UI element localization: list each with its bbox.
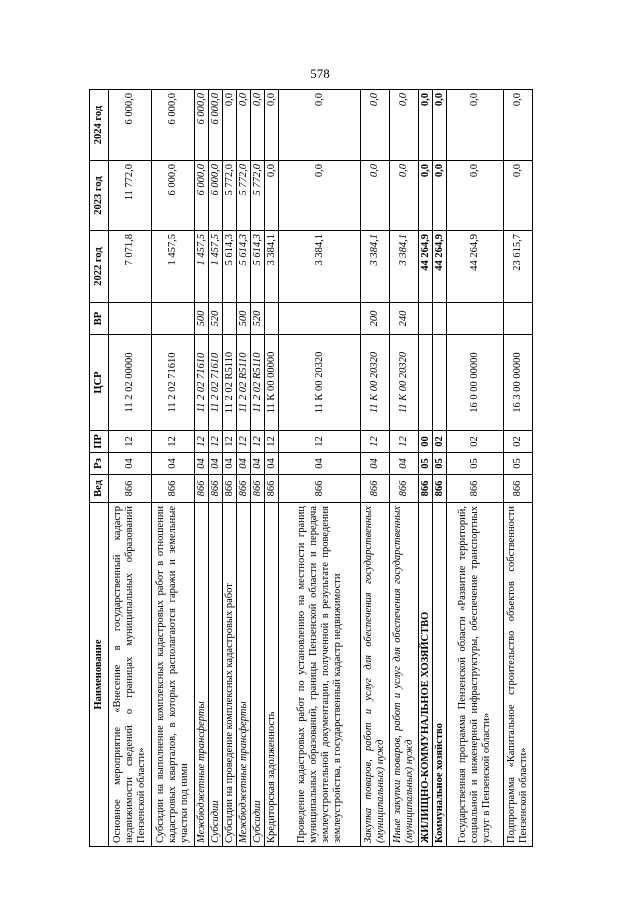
row-name-cell: Кредиторская задолженность [265,503,279,847]
row-csr-cell: 11 2 02 71610 [195,335,209,431]
row-ved-cell: 866 [251,475,265,503]
row-vr-cell: 520 [251,303,265,335]
row-name-cell: Субсидии [251,503,265,847]
row-rz-cell: 05 [504,453,533,475]
row-pr-cell: 00 [419,431,433,453]
page-number: 578 [310,66,330,81]
row-2022-cell: 44 264,9 [419,231,433,303]
row-ved-cell: 866 [223,475,237,503]
row-vr-cell [447,303,504,335]
row-2024-cell: 0,0 [447,90,504,161]
row-name-cell: Субсидии на выполнение комплексных кадастровых работ в отношении кадастровых кварталов, в которых располагаются гаражи и земельные участки под ними [152,503,195,847]
table-row [419,90,433,847]
row-2023-cell: 5 772,0 [237,161,251,231]
table-row [109,90,152,847]
row-vr-cell: 500 [237,303,251,335]
row-name-cell: Коммунальное хозяйство [433,503,447,847]
row-name-cell: ЖИЛИЩНО-КОММУНАЛЬНОЕ ХОЗЯЙСТВО [419,503,433,847]
row-csr-cell: 11 2 02 71610 [152,335,195,431]
row-2022-cell: 23 615,7 [504,231,533,303]
row-pr-cell: 12 [361,431,390,453]
row-ved-cell: 866 [152,475,195,503]
row-vr-cell: 520 [209,303,223,335]
header-vr: ВР [90,303,109,335]
table-body [109,90,533,847]
row-2022-cell: 5 614,3 [237,231,251,303]
row-rz-cell: 04 [251,453,265,475]
row-csr-cell: 11 2 02 R5110 [223,335,237,431]
row-name-cell: Государственная программа Пензенской области «Развитие территорий, социальной и инженерной инфраструктуры, обеспечение транспортных услуг в Пензенской области» [447,503,504,847]
row-2024-cell: 0,0 [279,90,361,161]
row-ved-cell: 866 [279,475,361,503]
row-2023-cell: 6 000,0 [209,161,223,231]
row-name-cell: Проведение кадастровых работ по установлению на местности границ муниципальных образований, границы Пензенской области и передача землеустроительной документации, полученной в результате проведения землеустройства, в государственный кадастр недвижимости [279,503,361,847]
row-pr-cell: 12 [279,431,361,453]
row-csr-cell: 11 К 00 00000 [265,335,279,431]
row-ved-cell: 866 [504,475,533,503]
row-2022-cell: 3 384,1 [265,231,279,303]
table-row [433,90,447,847]
row-2024-cell: 6 000,0 [209,90,223,161]
row-pr-cell: 12 [109,431,152,453]
row-ved-cell: 866 [237,475,251,503]
row-csr-cell: 11 2 02 R5110 [237,335,251,431]
row-rz-cell: 05 [419,453,433,475]
row-vr-cell [419,303,433,335]
row-csr-cell: 11 2 02 R5110 [251,335,265,431]
table-row [447,90,504,847]
row-2024-cell: 0,0 [251,90,265,161]
row-ved-cell: 866 [195,475,209,503]
row-ved-cell: 866 [419,475,433,503]
row-2022-cell: 3 384,1 [361,231,390,303]
row-2024-cell: 0,0 [223,90,237,161]
row-rz-cell: 04 [390,453,419,475]
row-2024-cell: 0,0 [419,90,433,161]
row-pr-cell: 02 [504,431,533,453]
table-row [361,90,390,847]
row-pr-cell: 12 [390,431,419,453]
row-vr-cell [433,303,447,335]
header-2024: 2024 год [90,90,109,161]
row-name-cell: Субсидии [209,503,223,847]
row-pr-cell: 12 [265,431,279,453]
row-name-cell: Подпрограмма «Капитальное строительство объектов собственности Пензенской области» [504,503,533,847]
header-rz: Рз [90,453,109,475]
row-2023-cell: 0,0 [433,161,447,231]
row-2023-cell: 0,0 [361,161,390,231]
row-2022-cell: 7 071,8 [109,231,152,303]
row-pr-cell: 02 [447,431,504,453]
table-row [504,90,533,847]
row-rz-cell: 05 [447,453,504,475]
row-2024-cell: 6 000,0 [109,90,152,161]
row-2024-cell: 0,0 [390,90,419,161]
row-vr-cell [109,303,152,335]
row-rz-cell: 05 [433,453,447,475]
row-pr-cell: 12 [152,431,195,453]
row-rz-cell: 04 [195,453,209,475]
row-name-cell: Закупка товаров, работ и услуг для обеспечения государственных (муниципальных) нужд [361,503,390,847]
row-rz-cell: 04 [237,453,251,475]
row-2024-cell: 0,0 [361,90,390,161]
row-rz-cell: 04 [361,453,390,475]
header-2022: 2022 год [90,231,109,303]
row-2023-cell: 0,0 [419,161,433,231]
row-name-cell: Основное мероприятие «Внесение в государственный кадастр недвижимости сведений о границах муниципальных образований Пензенской области» [109,503,152,847]
row-pr-cell: 12 [237,431,251,453]
row-vr-cell [265,303,279,335]
row-2023-cell: 6 000,0 [195,161,209,231]
row-2024-cell: 0,0 [237,90,251,161]
row-csr-cell: 11 К 00 20320 [361,335,390,431]
header-2023: 2023 год [90,161,109,231]
header-csr: ЦСР [90,335,109,431]
budget-table-rotated [89,90,539,847]
row-2024-cell: 6 000,0 [152,90,195,161]
row-2023-cell: 0,0 [265,161,279,231]
row-2023-cell: 0,0 [504,161,533,231]
row-2024-cell: 6 000,0 [195,90,209,161]
budget-table [89,89,533,847]
table-row [223,90,237,847]
row-name-cell: Субсидии на проведение комплексных кадастровых работ [223,503,237,847]
row-csr-cell [419,335,433,431]
row-rz-cell: 04 [265,453,279,475]
row-csr-cell: 16 0 00 00000 [447,335,504,431]
row-name-cell: Межбюджетные трансферты [195,503,209,847]
table-header-row [90,90,109,847]
row-2022-cell: 1 457,5 [209,231,223,303]
row-2023-cell: 6 000,0 [152,161,195,231]
row-csr-cell: 11 2 02 71610 [209,335,223,431]
row-ved-cell: 866 [390,475,419,503]
row-2022-cell: 1 457,5 [152,231,195,303]
header-name: Наименование [90,503,109,847]
row-2023-cell: 0,0 [279,161,361,231]
row-rz-cell: 04 [109,453,152,475]
row-pr-cell: 12 [195,431,209,453]
table-row [279,90,361,847]
row-name-cell: Иные закупки товаров, работ и услуг для обеспечения государственных (муниципальных) нужд [390,503,419,847]
row-2023-cell: 11 772,0 [109,161,152,231]
header-ved: Вед [90,475,109,503]
row-ved-cell: 866 [109,475,152,503]
row-pr-cell: 12 [209,431,223,453]
table-row [195,90,209,847]
row-vr-cell: 200 [361,303,390,335]
row-ved-cell: 866 [265,475,279,503]
row-pr-cell: 02 [433,431,447,453]
row-2022-cell: 3 384,1 [390,231,419,303]
row-csr-cell: 16 3 00 00000 [504,335,533,431]
row-rz-cell: 04 [279,453,361,475]
row-rz-cell: 04 [223,453,237,475]
row-2024-cell: 0,0 [433,90,447,161]
row-ved-cell: 866 [361,475,390,503]
row-ved-cell: 866 [447,475,504,503]
row-2023-cell: 0,0 [447,161,504,231]
row-2023-cell: 0,0 [390,161,419,231]
row-2022-cell: 5 614,3 [251,231,265,303]
table-row [390,90,419,847]
row-2023-cell: 5 772,0 [223,161,237,231]
row-pr-cell: 12 [251,431,265,453]
row-vr-cell [504,303,533,335]
row-ved-cell: 866 [433,475,447,503]
row-ved-cell: 866 [209,475,223,503]
row-vr-cell: 240 [390,303,419,335]
row-name-cell: Межбюджетные трансферты [237,503,251,847]
row-vr-cell [152,303,195,335]
table-row [251,90,265,847]
row-2022-cell: 5 614,3 [223,231,237,303]
row-2023-cell: 5 772,0 [251,161,265,231]
row-csr-cell: 11 2 02 00000 [109,335,152,431]
row-rz-cell: 04 [209,453,223,475]
table-row [209,90,223,847]
row-pr-cell: 12 [223,431,237,453]
row-vr-cell [279,303,361,335]
row-csr-cell [433,335,447,431]
row-2024-cell: 0,0 [265,90,279,161]
row-2022-cell: 44 264,9 [433,231,447,303]
header-pr: ПР [90,431,109,453]
table-row [152,90,195,847]
row-csr-cell: 11 К 00 20320 [279,335,361,431]
row-2022-cell: 44 264,9 [447,231,504,303]
row-vr-cell [223,303,237,335]
budget-table-container [89,90,539,847]
row-vr-cell: 500 [195,303,209,335]
table-row [265,90,279,847]
table-row [237,90,251,847]
row-2022-cell: 1 457,5 [195,231,209,303]
row-rz-cell: 04 [152,453,195,475]
row-2022-cell: 3 384,1 [279,231,361,303]
row-csr-cell: 11 К 00 20320 [390,335,419,431]
row-2024-cell: 0,0 [504,90,533,161]
